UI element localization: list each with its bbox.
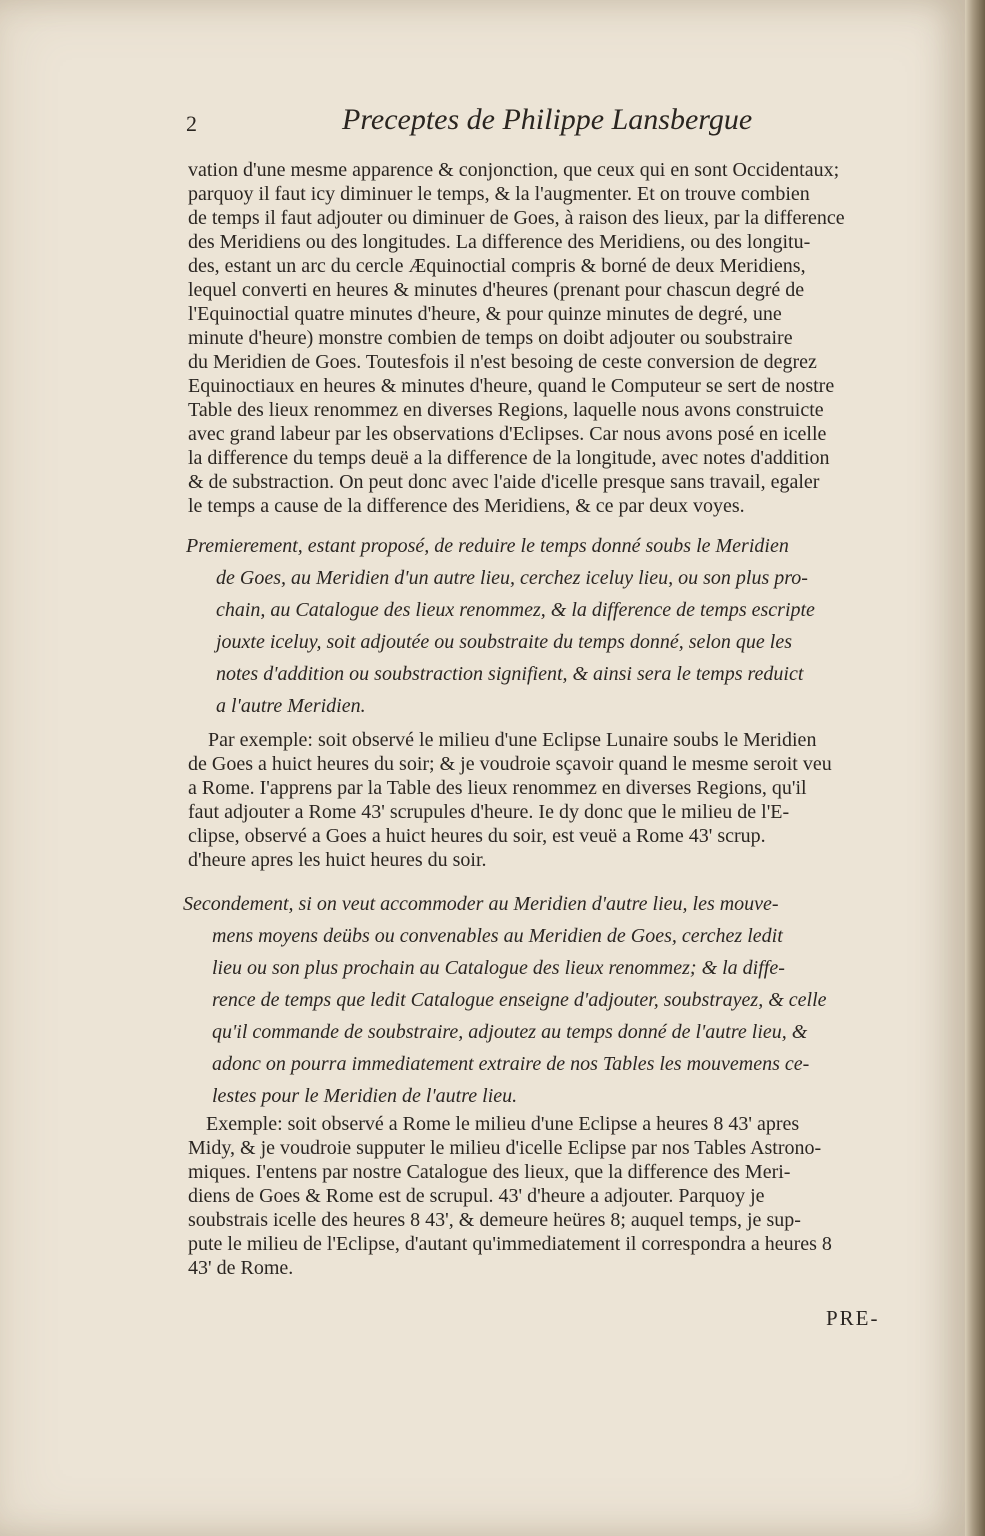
text-line: de temps il faut adjouter ou diminuer de Goes, à raison des lieux, par la difference [188, 207, 845, 229]
text-line: adonc on pourra immediatement extraire de nos Tables les mouvemens ce- [212, 1053, 810, 1075]
text-line: des Meridiens ou des longitudes. La difference des Meridiens, ou des longitu- [188, 231, 811, 253]
page-number: 2 [186, 111, 197, 136]
text-line: de Goes, au Meridien d'un autre lieu, cerchez iceluy lieu, ou son plus pro- [216, 567, 808, 589]
text-line: le temps a cause de la difference des Meridiens, & ce par deux voyes. [188, 495, 745, 517]
text-line: jouxte iceluy, soit adjoutée ou soubstraite du temps donné, selon que les [216, 631, 793, 653]
text-line: Premierement, estant proposé, de reduire le temps donné soubs le Meridien [186, 535, 789, 557]
text-line: chain, au Catalogue des lieux renommez, & la difference de temps escripte [216, 599, 815, 621]
catchword: PRE- [826, 1306, 880, 1330]
page-edge [965, 0, 985, 1536]
text-line: lieu ou son plus prochain au Catalogue des lieux renommez; & la diffe- [212, 957, 785, 979]
text-line: clipse, observé a Goes a huict heures du soir, est veuë a Rome 43' scrup. [188, 825, 766, 847]
text-line: miques. I'entens par nostre Catalogue des lieux, que la difference des Meri- [188, 1161, 791, 1183]
text-line: la difference du temps deuë a la difference de la longitude, avec notes d'addition [188, 447, 830, 469]
text-line: lequel converti en heures & minutes d'heures (prenant pour chascun degré de [188, 279, 805, 301]
text-line: des, estant un arc du cercle Æquinoctial compris & borné de deux Meridiens, [188, 255, 806, 277]
text-line: qu'il commande de soubstraire, adjoutez au temps donné de l'autre lieu, & [212, 1021, 808, 1043]
text-line: Equinoctiaux en heures & minutes d'heure, quand le Computeur se sert de nostre [188, 375, 835, 397]
running-header [186, 103, 753, 143]
text-line: de Goes a huict heures du soir; & je voudroie sçavoir quand le mesme seroit veu [188, 753, 832, 775]
text-line: Table des lieux renommez en diverses Regions, laquelle nous avons construicte [188, 399, 824, 421]
text-line: avec grand labeur par les observations d'Eclipses. Car nous avons posé en icelle [188, 423, 827, 445]
text-line: l'Equinoctial quatre minutes d'heure, & pour quinze minutes de degré, une [188, 303, 782, 325]
text-line: notes d'addition ou soubstraction signifient, & ainsi sera le temps reduict [216, 663, 804, 685]
text-line: a Rome. I'apprens par la Table des lieux renommez en diverses Regions, qu'il [188, 777, 807, 799]
text-line: rence de temps que ledit Catalogue enseigne d'adjouter, soubstrayez, & celle [212, 989, 827, 1011]
text-line: mens moyens deübs ou convenables au Meridien de Goes, cerchez ledit [212, 925, 783, 947]
text-line: Exemple: soit observé a Rome le milieu d'une Eclipse a heures 8 43' apres [206, 1113, 800, 1135]
text-line: 43' de Rome. [188, 1257, 294, 1279]
text-line: Midy, & je voudroie supputer le milieu d'icelle Eclipse par nos Tables Astrono- [188, 1137, 822, 1159]
text-line: du Meridien de Goes. Toutesfois il n'est besoing de ceste conversion de degrez [188, 351, 817, 373]
text-line: minute d'heure) monstre combien de temps on doibt adjouter ou soubstraire [188, 327, 793, 349]
running-title: Preceptes de Philippe Lansbergue [342, 103, 753, 136]
text-line: lestes pour le Meridien de l'autre lieu. [212, 1085, 518, 1107]
text-line: diens de Goes & Rome est de scrupul. 43' d'heure a adjouter. Parquoy je [188, 1185, 765, 1207]
text-line: Par exemple: soit observé le milieu d'une Eclipse Lunaire soubs le Meridien [208, 729, 817, 751]
text-line: parquoy il faut icy diminuer le temps, & la l'augmenter. Et on trouve combien [188, 183, 810, 205]
text-line: vation d'une mesme apparence & conjonction, que ceux qui en sont Occidentaux; [188, 159, 840, 181]
text-line: & de substraction. On peut donc avec l'aide d'icelle presque sans travail, egaler [188, 471, 820, 493]
text-line: pute le milieu de l'Eclipse, d'autant qu'immediatement il correspondra a heures 8 [188, 1233, 832, 1255]
text-line: faut adjouter a Rome 43' scrupules d'heure. Ie dy donc que le milieu de l'E- [188, 801, 790, 823]
text-line: d'heure apres les huict heures du soir. [188, 849, 487, 871]
text-line: a l'autre Meridien. [216, 695, 366, 717]
text-line: soubstrais icelle des heures 8 43', & demeure heüres 8; auquel temps, je sup- [188, 1209, 801, 1231]
text-line: Secondement, si on veut accommoder au Meridien d'autre lieu, les mouve- [183, 893, 779, 915]
